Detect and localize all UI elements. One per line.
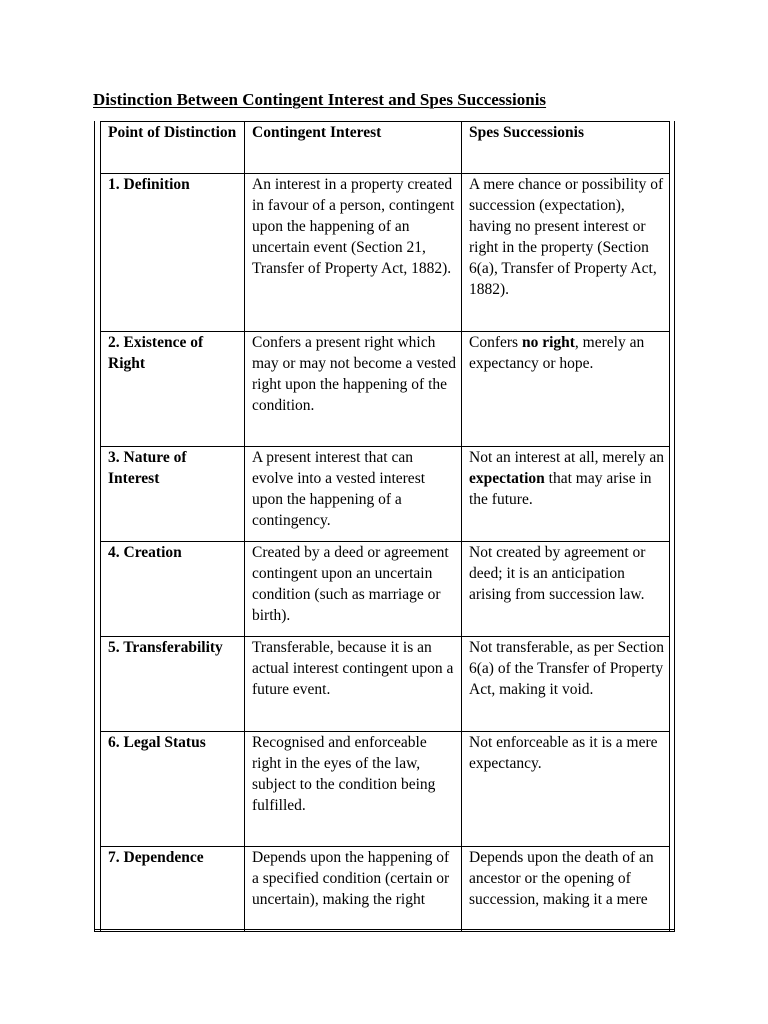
- contingent-interest-cell: Confers a present right which may or may not become a vested right upon the happening of the condition.: [245, 332, 462, 447]
- contingent-interest-cell: Depends upon the happening of a specified condition (certain or uncertain), making the right: [245, 847, 462, 933]
- contingent-interest-cell: Created by a deed or agreement contingent upon an uncertain condition (such as marriage or birth).: [245, 542, 462, 637]
- distinction-table: [100, 121, 670, 932]
- spes-text-end: , merely an expectancy or hope.: [469, 334, 645, 372]
- spes-successionis-cell: Not created by agreement or deed; it is an anticipation arising from succession law.: [462, 542, 670, 637]
- table-row-definition: [101, 174, 670, 332]
- row-point-cell: 1. Definition: [101, 174, 245, 332]
- table-row-legal-status: [101, 732, 670, 847]
- table-header-row: [101, 122, 670, 174]
- row-point-cell: 6. Legal Status: [101, 732, 245, 847]
- spes-successionis-cell: [462, 332, 670, 447]
- spes-emphasis: expectation: [469, 470, 545, 487]
- header-point-of-distinction: Point of Distinction: [101, 122, 245, 174]
- spes-text-end: that may arise in the future.: [469, 470, 652, 508]
- contingent-interest-cell: Transferable, because it is an actual interest contingent upon a future event.: [245, 637, 462, 732]
- spes-successionis-cell: A mere chance or possibility of succession (expectation), having no present interest or right in the property (Section 6(a), Transfer of Property Act, 1882).: [462, 174, 670, 332]
- contingent-interest-cell: An interest in a property created in favour of a person, contingent upon the happening of an uncertain event (Section 21, Transfer of Property Act, 1882).: [245, 174, 462, 332]
- contingent-interest-cell: A present interest that can evolve into a vested interest upon the happening of a contingency.: [245, 447, 462, 542]
- distinction-table-frame: [94, 121, 675, 932]
- spes-text-start: Confers: [469, 334, 522, 351]
- table-row-existence-of-right: [101, 332, 670, 447]
- row-point-cell: 7. Dependence: [101, 847, 245, 933]
- row-point-cell: 2. Existence of Right: [101, 332, 245, 447]
- spes-successionis-cell: Not transferable, as per Section 6(a) of the Transfer of Property Act, making it void.: [462, 637, 670, 732]
- header-spes-successionis: Spes Successionis: [462, 122, 670, 174]
- table-row-nature-of-interest: [101, 447, 670, 542]
- contingent-interest-cell: Recognised and enforceable right in the eyes of the law, subject to the condition being fulfilled.: [245, 732, 462, 847]
- spes-emphasis: no right: [521, 334, 575, 351]
- spes-successionis-cell: Not enforceable as it is a mere expectancy.: [462, 732, 670, 847]
- row-point-cell: 4. Creation: [101, 542, 245, 637]
- spes-text-start: Not an interest at all, merely an: [469, 449, 664, 466]
- spes-successionis-cell: [462, 447, 670, 542]
- row-point-cell: 3. Nature of Interest: [101, 447, 245, 542]
- table-row-creation: [101, 542, 670, 637]
- page-cut-line: [94, 929, 675, 930]
- document-title: Distinction Between Contingent Interest and Spes Successionis: [93, 90, 547, 109]
- row-point-cell: 5. Transferability: [101, 637, 245, 732]
- spes-successionis-cell: Depends upon the death of an ancestor or the opening of succession, making it a mere: [462, 847, 670, 933]
- table-row-transferability: [101, 637, 670, 732]
- header-contingent-interest: Contingent Interest: [245, 122, 462, 174]
- table-row-dependence: [101, 847, 670, 933]
